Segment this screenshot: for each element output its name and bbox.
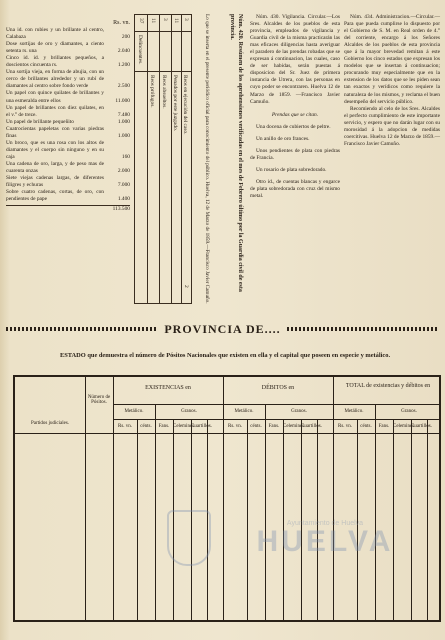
price-list-total: 113.500 <box>6 205 130 213</box>
price-item-amount: 2.000 <box>117 167 130 174</box>
leaf-fans: Fans. <box>378 424 390 429</box>
table-rule <box>15 433 439 434</box>
leaf-rs: Rs. vn. <box>117 424 133 429</box>
leaf-cents: cénts. <box>140 424 152 429</box>
price-list-item <box>6 41 130 55</box>
price-item-amount: 1.200 <box>117 62 130 69</box>
price-list-item <box>6 27 130 41</box>
leaf-cuartillos: Cuartillos. <box>411 424 432 429</box>
price-item-amount: 160 <box>121 153 130 160</box>
stolen-item: Un rosario de plata sobredorado. <box>256 166 327 173</box>
table-rule <box>171 15 172 303</box>
leaf-cents: cénts. <box>250 424 262 429</box>
ornament-rule <box>287 327 439 331</box>
table-rule <box>147 15 148 303</box>
circular-paragraph: Núm. 430. Vigilancia. Circular.—Los Sres. Alcaldes de los pueblos de esta provincia, empleados de vigilancia y Guardia civil de la misma practicarán las mas eficaces diligencias hasta averiguar el paradero de las prendas robadas que se expresan á continuacion, las cuales, caso de ser habidas, serán puestas á disposicion del Sr. Juez de primera instancia de Utrera, con las personas en cuyo poder se encontraren. Huelva 12 de Marzo de 1859. —Francisco Javier Camuño. <box>250 14 340 105</box>
table-rule <box>265 404 266 620</box>
price-item-amount: 2.040 <box>117 48 130 55</box>
price-item-amount: 200 <box>121 34 130 41</box>
table-rule <box>113 404 439 405</box>
administracion-circular <box>344 14 440 148</box>
leaf-celemines: Celemines. <box>283 424 306 429</box>
circular-paragraph: Recomiendo al celo de los Sres. Alcaldes el perfecto cumplimiento de este importante servicio, y espero que no darán lugar con su morosidad á la adopcion de medidas coercitivas. Huelva 12 de Marzo de 1859.—Francisco Javier Camuño. <box>344 105 440 147</box>
price-item-amount: 2.500 <box>117 83 130 90</box>
table-value: 11 <box>173 18 179 24</box>
sub-metalico: Metálico. <box>234 409 254 414</box>
estado-title: ESTADO que demuestra el número de Pósitos Nacionales que existen en ella y el capital que poseen en especie y metálico. <box>59 352 391 359</box>
group-total: TOTAL de existencias y débitos en <box>345 383 431 389</box>
price-item-text: Cinco id. id. y brillantes pequeños, a doscientos cincuenta rs. <box>6 55 104 69</box>
province-title: PROVINCIA DE.... <box>164 321 281 336</box>
stolen-item: Un anillo de oro frances. <box>256 135 310 142</box>
price-item-amount: 1.000 <box>117 132 130 139</box>
ornament-rule <box>6 327 158 331</box>
leaf-cuartillos: Cuartillos. <box>191 424 212 429</box>
sub-metalico: Metálico. <box>344 409 364 414</box>
leaf-fans: Fans. <box>268 424 280 429</box>
leaf-cuartillos: Cuartillos. <box>301 424 322 429</box>
sub-granos: Granos. <box>401 409 417 414</box>
watermark-small: Ayuntamiento de Huelva <box>286 520 364 527</box>
price-item-text: Dose sortijas de oro y diamantes, a ciento setenta rs. una <box>6 41 104 55</box>
leaf-fans: Fans. <box>158 424 170 429</box>
price-item-text: Cuatrocientas papeletas con varias piedras finas <box>6 125 104 139</box>
price-item-text: Una sortija vieja, en forma de abujia, con un cerco de brillantes alrededor y un rubí de diamantes al centro sobre fondo verde <box>6 69 104 90</box>
price-item-text: Un papel con quince quilates de brillantes y una esmeralda entre ellos <box>6 90 104 104</box>
leaf-rs: Rs. vn. <box>337 424 353 429</box>
group-debitos: DÉBITOS en <box>261 385 295 391</box>
price-list-item <box>6 105 130 119</box>
jewel-price-list <box>6 20 130 213</box>
items-heading: Prendas que se citan. <box>271 111 319 118</box>
summary-title: Núm. 420. Resúmen de los aprehensiones verificadas en el mes de Febrero último por la Guardia civil de esta provincia. <box>229 14 243 292</box>
price-item-amount: 7.000 <box>117 182 130 189</box>
table-rule <box>113 419 439 420</box>
table-rule <box>159 15 160 303</box>
price-item-amount: 11.000 <box>115 97 130 104</box>
apprehension-summary-table <box>134 14 192 304</box>
table-value: 11 <box>150 18 156 24</box>
vigilancia-circular <box>250 14 340 200</box>
sub-metalico: Metálico. <box>124 409 144 414</box>
circular-paragraph: Núm. 434. Administracion.—Circular.—Para que pueda cumplirse lo dispuesto por el Gobierno de S. M. en Real orden de 4.° del corriente, encargo á los Señores Alcaldes de los pueblos de esta provincia que á la mayor brevedad remitan á este Gobierno los cinco estados que expresan los modelos que se insertan á continuacion; procurando muy especialmente que en la extension de los datos que se les piden sean tan exactos y verídicos como requiere la naturaleza de los mismos, y reclama el buen desempeño del servicio público. <box>344 14 440 105</box>
watermark-big: HUELVA <box>256 525 394 558</box>
table-value: 3 <box>162 18 168 21</box>
price-item-text: Un papel de brillante pequeñito <box>6 118 74 125</box>
price-list-item <box>6 55 130 69</box>
leaf-celemines: Celemines. <box>393 424 416 429</box>
table-header-3: Reos absueltos. <box>161 75 167 109</box>
group-existencias: EXISTENCIAS en <box>145 385 191 391</box>
price-list-item <box>6 161 130 175</box>
price-item-amount: 1.000 <box>117 118 130 125</box>
price-item-amount: 7.480 <box>117 111 130 118</box>
price-list-item <box>6 119 130 126</box>
table-rule <box>135 31 191 32</box>
leaf-cents: cénts. <box>360 424 372 429</box>
price-list-header: Rs. vn. <box>113 20 130 26</box>
table-header-1: Delincuentes. <box>137 35 143 65</box>
table-rule <box>135 71 191 72</box>
price-list-item <box>6 175 130 189</box>
table-header-2: Reos prófugos. <box>149 75 155 108</box>
table-rule <box>375 404 376 620</box>
table-header-4: Penados por este juzgado. <box>172 75 178 131</box>
table-header-5: Reos en ejecución del caso. <box>182 75 188 135</box>
price-list-item <box>6 189 130 203</box>
table-value: 37 <box>138 18 144 24</box>
price-item-text: Una cadena de oro, larga, y de peso mas de cuarenta onzas <box>6 160 104 174</box>
positos-table <box>13 375 441 622</box>
stolen-item: Unos pendientes de plata con piedras de Francia. <box>250 147 340 161</box>
sub-granos: Granos. <box>181 409 197 414</box>
price-item-text: Un broco, que es una rosa con los altos de diamantes y el cuerpo sin ninguno y en su caja <box>6 139 104 160</box>
price-list-item <box>6 140 130 161</box>
archive-watermark <box>205 520 445 557</box>
price-item-text: Siete viejas cadenas largas, de diferentes filigres y echuras <box>6 175 104 189</box>
sub-granos: Granos. <box>291 409 307 414</box>
col-partidos: Partidos judiciales. <box>30 421 70 426</box>
coat-of-arms-icon <box>167 510 211 566</box>
table-rule <box>181 15 182 303</box>
leaf-celemines: Celemines. <box>173 424 196 429</box>
price-item-text: Un papel de brillantes con diez quilates, en el v.° de treze. <box>6 104 104 118</box>
price-item-text: Sobre cuatro cadenas, cortas, de oro, con pendientes de pape <box>6 189 104 203</box>
col-numero: Número de Pósitos. <box>87 395 111 405</box>
table-rule <box>137 419 138 620</box>
leaf-rs: Rs. vn. <box>227 424 243 429</box>
table-rule <box>85 377 86 620</box>
stolen-item: Otro id., de cuentas blancas y engarce de plata sobredorada con cruz del mismo metal. <box>250 178 340 199</box>
summary-caption: Lo que se inserta en el presente periódico oficial para conocimiento del público. Huelva, 12 de Marzo de 1859.—Francisco Javier Camuño. <box>204 14 210 304</box>
stolen-item: Una docena de cubiertos de peltre. <box>256 123 331 130</box>
table-value: 2 <box>183 285 189 288</box>
price-item-text: Una id. con rubies y un brillante al centro, Calabaza <box>6 27 104 41</box>
price-list-item <box>6 69 130 90</box>
price-item-amount: 1.400 <box>117 196 130 203</box>
price-list-item <box>6 126 130 140</box>
table-rule <box>155 404 156 620</box>
table-value: 3 <box>183 18 189 21</box>
province-heading <box>0 322 445 336</box>
price-list-item <box>6 90 130 104</box>
